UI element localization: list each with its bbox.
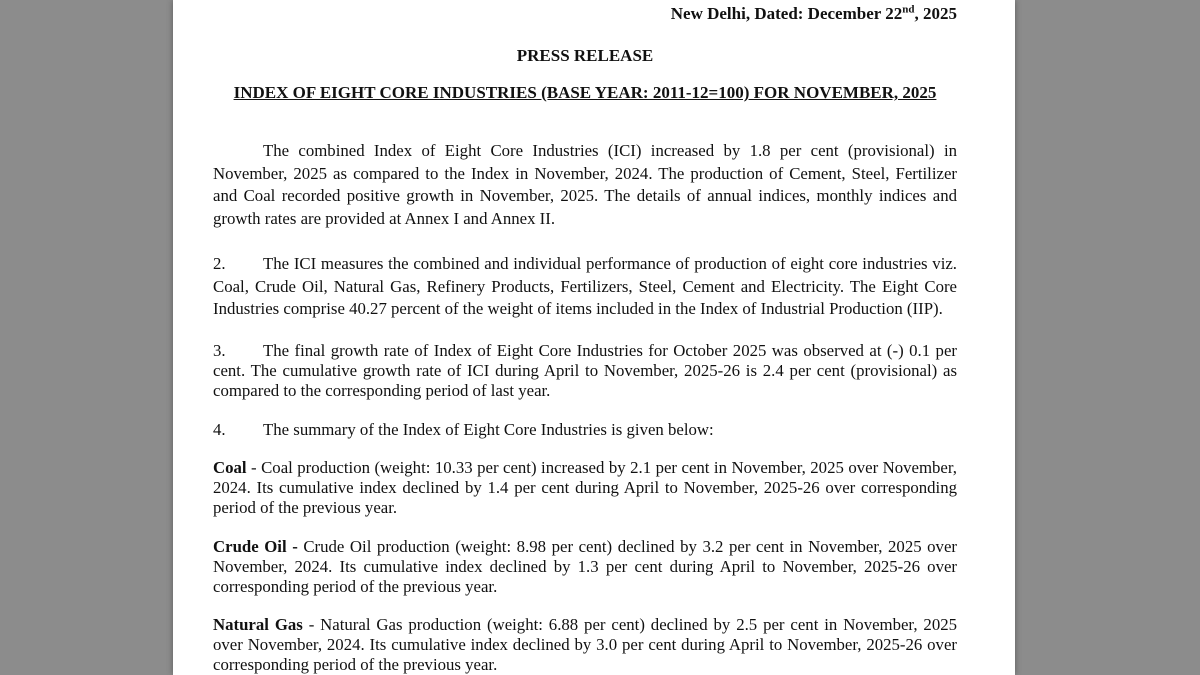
paragraph-3 xyxy=(213,341,957,401)
natural-gas-label: Natural Gas xyxy=(213,615,303,634)
coal-paragraph xyxy=(213,458,957,518)
dateline-prefix: New Delhi, Dated: December 22 xyxy=(670,4,903,23)
coal-label: Coal xyxy=(213,458,247,477)
paragraph-3-number: 3. xyxy=(213,341,226,360)
dateline-year: , 2025 xyxy=(914,4,957,23)
paragraph-2-number: 2. xyxy=(213,254,226,273)
paragraph-3-text: The final growth rate of Index of Eight Core Industries for October 2025 was observed at (-) 0.1 per cent. The cumulative growth rate of ICI during April to November, 2025-26 is 2.4 per cent (provisional) as compared to the corresponding period of last year. xyxy=(213,341,957,400)
paragraph-1-text: The combined Index of Eight Core Industries (ICI) increased by 1.8 per cent (provisional) in November, 2025 as compared to the Index in November, 2024. The production of Cement, Steel, Fertilizer and Coal recorded positive growth in November, 2025. The details of annual indices, monthly indices and growth rates are provided at Annex I and Annex II. xyxy=(213,141,957,228)
document-page xyxy=(173,0,1015,675)
paragraph-2 xyxy=(213,253,957,321)
press-release-title: PRESS RELEASE xyxy=(516,46,654,65)
coal-text: - Coal production (weight: 10.33 per cent) increased by 2.1 per cent in November, 2025 over November, 2024. Its cumulative index declined by 1.4 per cent during April to November, 2025-26 over corresponding period of the previous year. xyxy=(213,458,957,517)
paragraph-4 xyxy=(213,420,957,440)
paragraph-4-text: The summary of the Index of Eight Core Industries is given below: xyxy=(263,420,714,439)
document-heading: INDEX OF EIGHT CORE INDUSTRIES (BASE YEAR: 2011-12=100) FOR NOVEMBER, 2025 xyxy=(233,83,937,102)
crude-oil-text: Crude Oil production (weight: 8.98 per cent) declined by 3.2 per cent in November, 2025 over November, 2024. Its cumulative index declined by 1.3 per cent during April to November, 2025-26 over corresponding period of the previous year. xyxy=(213,537,957,596)
natural-gas-paragraph xyxy=(213,615,957,675)
paragraph-1 xyxy=(213,140,957,230)
paragraph-4-number: 4. xyxy=(213,420,226,439)
natural-gas-text: - Natural Gas production (weight: 6.88 per cent) declined by 2.5 per cent in November, 2025 over November, 2024. Its cumulative index declined by 3.0 per cent during April to November, 2025-26 over corresponding period of the previous year. xyxy=(213,615,957,674)
crude-oil-paragraph xyxy=(213,537,957,597)
dateline-suffix: nd xyxy=(902,3,915,16)
dateline xyxy=(671,4,957,24)
crude-oil-label: Crude Oil - xyxy=(213,537,298,556)
paragraph-2-text: The ICI measures the combined and individual performance of production of eight core industries viz. Coal, Crude Oil, Natural Gas, Refinery Products, Fertilizers, Steel, Cement and Electricity. The Eight Core Industries comprise 40.27 percent of the weight of items included in the Index of Industrial Production (IIP). xyxy=(213,254,957,318)
